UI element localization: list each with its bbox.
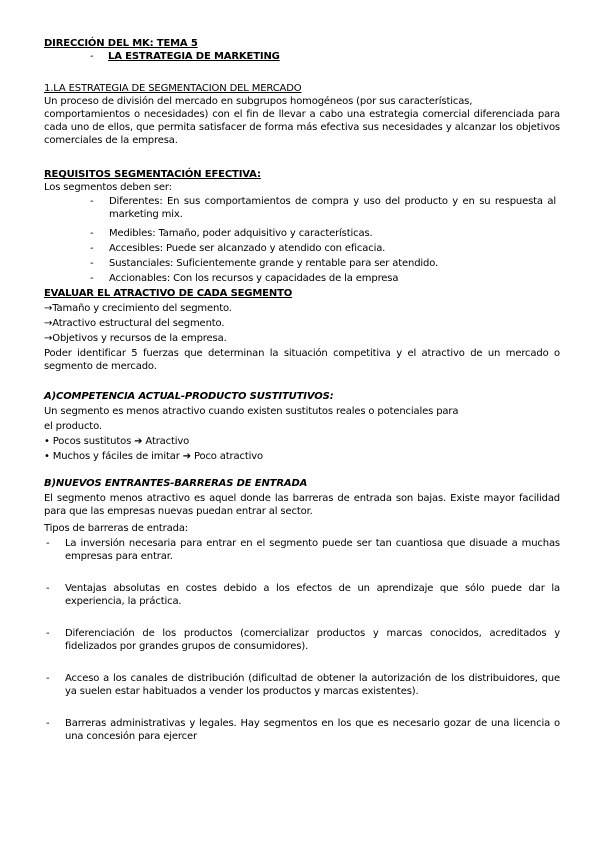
entrantes-paragraph: El segmento menos atractivo es aquel donde las barreras de entrada son bajas. Existe mayor facilidad para que las empresas nuevas puedan entrar al sector. (44, 493, 560, 517)
evaluar-arrow-item: →Tamaño y crecimiento del segmento. (44, 303, 232, 314)
barrera-item-text: Barreras administrativas y legales. Hay segmentos en los que es necesario gozar de una licencia o una concesión para ejercer (65, 718, 560, 742)
competencia-line1: Un segmento es menos atractivo cuando existen sustitutos reales o potenciales para (44, 406, 459, 417)
entrantes-intro: Tipos de barreras de entrada: (44, 523, 189, 534)
barrera-item-2 (46, 582, 560, 608)
barrera-item-1 (46, 537, 560, 563)
document-title: DIRECCIÓN DEL MK: TEMA 5 (44, 38, 198, 49)
entrantes-heading: B)NUEVOS ENTRANTES-BARRERAS DE ENTRADA (44, 478, 308, 489)
list-marker: - (90, 258, 94, 269)
requisitos-item-text: Sustanciales: Suficientemente grande y rentable para ser atendido. (109, 258, 439, 269)
subtitle-dash: - (90, 51, 94, 62)
requisitos-item-1 (90, 195, 556, 221)
list-marker: - (46, 673, 50, 684)
list-marker: - (90, 243, 94, 254)
requisitos-intro: Los segmentos deben ser: (44, 182, 172, 193)
section1-heading: 1.LA ESTRATEGIA DE SEGMENTACION DEL MERCADO (44, 83, 302, 94)
requisitos-item-text: Medibles: Tamaño, poder adquisitivo y características. (109, 228, 373, 239)
competencia-line2: el producto. (44, 421, 102, 432)
barrera-item-text: Acceso a los canales de distribución (dificultad de obtener la autorización de los distribuidores, que ya suelen estar habituados a vender los productos y marcas existentes). (65, 673, 560, 697)
list-marker: - (46, 628, 50, 639)
section1-paragraph: comportamientos o necesidades) con el fin de llevar a cabo una estrategia comercial diferenciada para cada uno de ellos, que permita satisfacer de forma más efectiva sus necesidades y alcanzar los objetivos comerciales de la empresa. (44, 109, 560, 146)
list-marker: - (90, 196, 94, 207)
competencia-bullet: • Muchos y fáciles de imitar ➔ Poco atractivo (44, 451, 263, 462)
list-marker: - (90, 228, 94, 239)
section1-paragraph-line1: Un proceso de división del mercado en subgrupos homogéneos (por sus características, (44, 96, 473, 107)
list-marker: - (46, 583, 50, 594)
requisitos-item-text: Diferentes: En sus comportamientos de compra y uso del producto y en su respuesta al marketing mix. (109, 196, 556, 220)
barrera-item-text: La inversión necesaria para entrar en el segmento puede ser tan cuantiosa que disuade a muchas empresas para entrar. (65, 538, 560, 562)
barrera-item-text: Diferenciación de los productos (comercializar productos y marcas conocidos, acreditados y fidelizados por grandes grupos de consumidores). (65, 628, 560, 652)
requisitos-item-text: Accionables: Con los recursos y capacidades de la empresa (109, 273, 399, 284)
evaluar-heading: EVALUAR EL ATRACTIVO DE CADA SEGMENTO (44, 288, 293, 299)
list-marker: - (90, 273, 94, 284)
evaluar-paragraph: Poder identificar 5 fuerzas que determinan la situación competitiva y el atractivo de un mercado o segmento de mercado. (44, 348, 560, 372)
barrera-item-3 (46, 627, 560, 653)
evaluar-arrow-item: →Objetivos y recursos de la empresa. (44, 333, 227, 344)
barrera-item-4 (46, 672, 560, 698)
requisitos-heading: REQUISITOS SEGMENTACIÓN EFECTIVA: (44, 169, 261, 180)
barrera-item-text: Ventajas absolutas en costes debido a los efectos de un aprendizaje que sólo puede dar la experiencia, la práctica. (65, 583, 560, 607)
requisitos-item-text: Accesibles: Puede ser alcanzado y atendido con eficacia. (109, 243, 386, 254)
barrera-item-5 (46, 717, 560, 743)
document-subtitle: LA ESTRATEGIA DE MARKETING (108, 51, 280, 62)
list-marker: - (46, 538, 50, 549)
list-marker: - (46, 718, 50, 729)
evaluar-arrow-item: →Atractivo estructural del segmento. (44, 318, 225, 329)
competencia-heading: A)COMPETENCIA ACTUAL-PRODUCTO SUSTITUTIVOS: (44, 391, 334, 402)
competencia-bullet: • Pocos sustitutos ➔ Atractivo (44, 436, 190, 447)
